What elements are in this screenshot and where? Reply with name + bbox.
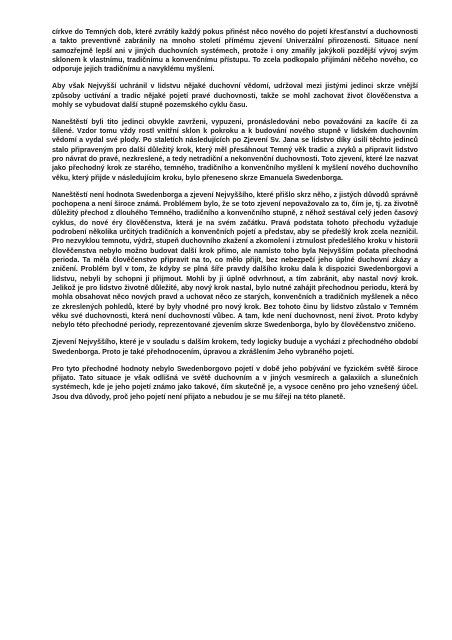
paragraph: Naneštěstí byli tito jedinci obvykle zavrženi, vypuzeni, pronásledováni nebo považováni za kacíře či za šílené. Vzdor tomu vždy rostl vnitřní sklon k pokroku a k budování nového stupně v lidském duchovním vědomí a vydal své plody. Po staletích následujících po Zjevení Sv. Jana se lidstvo díky úsilí těchto jedinců stalo připraveným pro další důležitý krok, který měl přesáhnout Temný věk tradic a zvyků a připravit lidstvo pro návrat do pravé, nezkreslené, a tedy netradiční a nekonvenční duchovnosti. Toto zjevení, které lze nazvat jako přechodný krok ze starého, temného, tradičního a konvenčního myšlení k myšlení nového duchovního věku, který přijde v následujícím kroku, bylo přeneseno skrze Emanuela Swedenborga. [52,118,418,182]
document-page [52,28,418,402]
paragraph: Pro tyto přechodné hodnoty nebylo Swedenborgovo pojetí v době jeho pobývání ve fyzickém světě široce přijato. Tato situace je však odlišná ve světě duchovním a v jiných vesmírech a galaxiích a slunečních systémech, kde je jeho pojetí známo jako takové, čím skutečně je, a vysoce ceněno pro jeho vznešený účel. Jsou dva důvody, proč jeho pojetí není přijato a nebudou je se mu šířeji na této planetě. [52,365,418,401]
paragraph: Naneštěstí není hodnota Swedenborga a zjevení Nejvyššího, které přišlo skrz něho, z jistých důvodů správně pochopena a není široce známá. Problémem bylo, že se toto zjevení nepovažovalo za to, čím je, tj. za životně důležitý přechod z dlouhého Temného, tradičního a konvenčního stupně, z něhož sestával celý jeden časový cyklus, do nové éry člověčenstva, která je na svém začátku. Pravá podstata tohoto přechodu vyžaduje podrobení několika určitých tradičních a konvenčních pojetí a představ, aby se předešlý krok zcela nezničil. Pro nezvyklou temnotu, výdrž, stupeň duchovního zkažení a zkomolení i ztrnulost předešlého kroku v historii člověčenstva nebylo možno budovat další krok přímo, ale namísto toho byla Nejvyšším počata přechodná perioda. Ta měla člověčenstvo připravit na to, co mělo přijít, bez nebezpečí jeho úplné duchovní zkázy a zničení. Problém byl v tom, že kdyby se plná šíře pravdy dalšího kroku dala k dispozici Swedenborgovi a lidstvu, nebyli by schopni ji přijmout. Mohli by ji úplně odvrhnout, a tím zabránit, aby nastal nový krok. Jelikož je pro lidstvo životně důležité, aby nový krok nastal, bylo nutné zahájit přechodnou periodu, která by mohla obsahovat něco nových pravd a uchovat něco ze starých, konvenčních a tradičních myšlenek a něco ze zkreslených pohledů, které by byly vhodné pro nový krok. Bez tohoto činu by lidstvo zůstalo v Temném věku své duchovnosti, která není duchovností vůbec. A tam, kde není duchovnost, není život. Proto kdyby nebylo této přechodné periody, reprezentované zjevením skrze Swedenborga, bylo by člověčenstvo zničeno. [52,191,418,330]
paragraph: Aby však Nejvyšší uchránil v lidstvu nějaké duchovní vědomí, udržoval mezi jistými jedinci skrze vnější způsoby uctívání a tradic nějaké pojetí pravé duchovnosti, takže se mohl zachovat život člověčenstva a mohly se vybudovat další stupně pozemského cyklu času. [52,83,418,109]
paragraph: Zjevení Nejvyššího, které je v souladu s dalším krokem, tedy logicky buduje a vychází z přechodného období Swedenborga. Proto je také přehodnocením, úpravou a zkrášlením Jeho vybraného pojetí. [52,339,418,356]
paragraph: církve do Temných dob, které zvrátily každý pokus přinést něco nového do pojetí křesťanství a duchovnosti a takto preventivně zabránily na mnoho století přímému zjevení Univerzální přirozenosti. Situace není samozřejmě lepší ani v jiných duchovních systémech, protože i ony zmařily jakýkoli pozdější vývoj svým sklonem k vlastnímu, tradičnímu a konvenčnímu přístupu. To zcela podkopalo přijímání něčeho nového, co odporuje jejich tradičnímu a navyklému myšlení. [52,29,418,74]
